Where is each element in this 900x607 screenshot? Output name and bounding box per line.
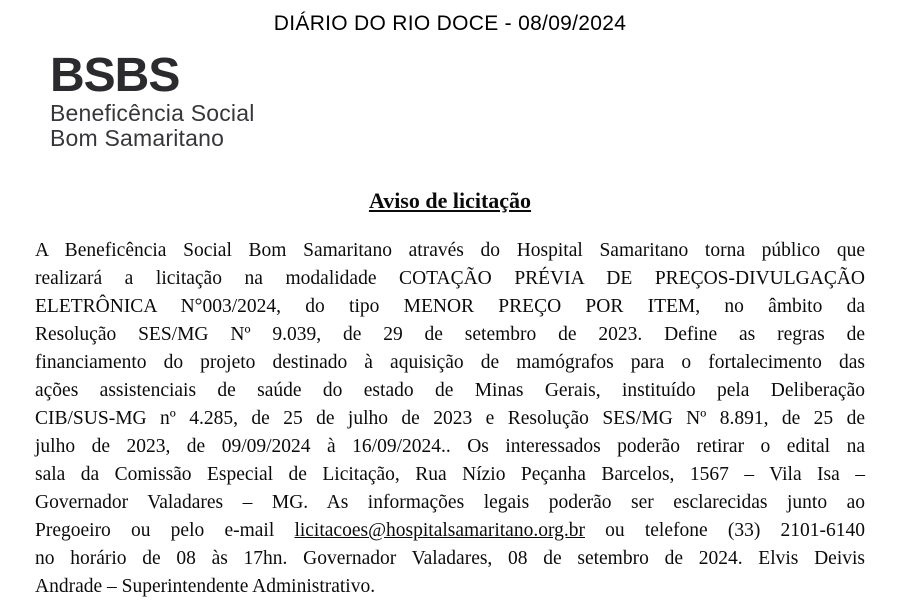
notice-line: CIB/SUS-MG nº 4.285, de 25 de julho de 2023 e Resolução SES/MG Nº 8.891, de 25 de xyxy=(35,408,865,429)
notice-line: sala da Comissão Especial de Licitação, Rua Nízio Peçanha Barcelos, 1567 – Vila Isa – xyxy=(35,464,865,485)
logo-acronym: BSBS xyxy=(50,49,180,102)
logo-name-line2: Bom Samaritano xyxy=(50,125,225,151)
notice-line: Andrade – Superintendente Administrativo. xyxy=(35,576,376,597)
email-line-after: ou telefone (33) 2101-6140 xyxy=(584,520,865,541)
notice-body xyxy=(35,237,865,601)
notice-line: Resolução SES/MG Nº 9.039, de 29 de setembro de 2023. Define as regras de xyxy=(35,324,865,345)
email-link[interactable]: licitacoes@hospitalsamaritano.org.br xyxy=(294,520,585,541)
notice-line: A Beneficência Social Bom Samaritano através do Hospital Samaritano torna público que xyxy=(35,240,865,261)
org-logo xyxy=(50,49,255,151)
notice-line-email xyxy=(35,517,865,545)
notice-line: julho de 2023, de 09/09/2024 à 16/09/2024.. Os interessados poderão retirar o edital na xyxy=(35,436,865,457)
notice-line: ações assistenciais de saúde do estado de Minas Gerais, instituído pela Deliberação xyxy=(35,380,865,401)
notice-line: ELETRÔNICA N°003/2024, do tipo MENOR PREÇO POR ITEM, no âmbito da xyxy=(35,296,865,317)
notice-title: Aviso de licitação xyxy=(368,188,532,213)
email-line-before: Pregoeiro ou pelo e-mail xyxy=(35,520,295,541)
masthead-title: DIÁRIO DO RIO DOCE - 08/09/2024 xyxy=(273,12,627,35)
notice-line: realizará a licitação na modalidade COTAÇÃO PRÉVIA DE PREÇOS-DIVULGAÇÃO xyxy=(35,268,865,289)
notice-line: Governador Valadares – MG. As informações legais poderão ser esclarecidas junto ao xyxy=(35,492,865,513)
notice-line: no horário de 08 às 17hn. Governador Valadares, 08 de setembro de 2024. Elvis Deivis xyxy=(35,548,865,569)
notice-line: financiamento do projeto destinado à aquisição de mamógrafos para o fortalecimento das xyxy=(35,352,865,373)
logo-name-line1: Beneficência Social xyxy=(50,100,255,126)
